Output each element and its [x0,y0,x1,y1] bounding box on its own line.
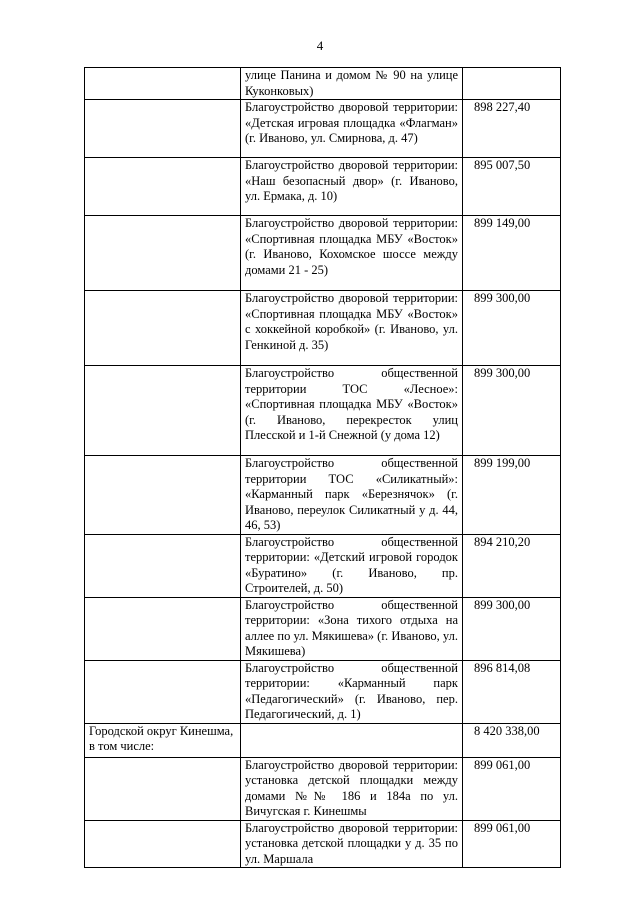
municipality-cell: Городской округ Кинешма, в том числе: [85,723,241,757]
municipality-cell [85,100,241,158]
table-row [85,216,561,291]
amount-cell: 899 199,00 [463,456,561,535]
amount-cell: 899 300,00 [463,597,561,660]
description-cell: Благоустройство общественной территории: «Детский игровой городок «Буратино» (г. Иваново, пр. Строителей, д. 50) [241,534,463,597]
table-row [85,291,561,366]
municipality-cell [85,68,241,100]
municipality-cell [85,820,241,868]
amount-cell: 898 227,40 [463,100,561,158]
municipality-cell [85,366,241,456]
description-cell: улице Панина и домом № 90 на улице Куконковых) [241,68,463,100]
table-row [85,723,561,757]
amount-cell: 899 061,00 [463,757,561,820]
description-cell: Благоустройство общественной территории: «Карманный парк «Педагогический» (г. Иваново, пер. Педагогический, д. 1) [241,660,463,723]
municipality-cell [85,456,241,535]
amount-cell: 896 814,08 [463,660,561,723]
description-cell: Благоустройство дворовой территории: «Наш безопасный двор» (г. Иваново, ул. Ермака, д. 10) [241,158,463,216]
table-row [85,820,561,868]
description-cell: Благоустройство общественной территории ТОС «Силикатный»: «Карманный парк «Березнячок» (г. Иваново, переулок Силикатный у д. 44, 46, 53) [241,456,463,535]
description-cell: Благоустройство дворовой территории: установка детской площадки у д. 35 по ул. Маршала [241,820,463,868]
description-cell: Благоустройство дворовой территории: «Спортивная площадка МБУ «Восток» с хоккейной коробкой» (г. Иваново, ул. Генкиной д. 35) [241,291,463,366]
table-row [85,158,561,216]
municipality-cell [85,534,241,597]
municipality-cell [85,660,241,723]
description-cell: Благоустройство дворовой территории: «Детская игровая площадка «Флагман» (г. Иваново, ул. Смирнова, д. 47) [241,100,463,158]
description-cell: Благоустройство дворовой территории: «Спортивная площадка МБУ «Восток» (г. Иваново, Кохомское шоссе между домами 21 - 25) [241,216,463,291]
description-cell [241,723,463,757]
municipality-cell [85,597,241,660]
amount-cell: 899 300,00 [463,291,561,366]
table-row [85,534,561,597]
table-row [85,68,561,100]
municipality-cell [85,216,241,291]
amount-cell: 899 061,00 [463,820,561,868]
amount-cell: 899 300,00 [463,366,561,456]
amount-cell: 8 420 338,00 [463,723,561,757]
description-cell: Благоустройство общественной территории: «Зона тихого отдыха на аллее по ул. Мякишева» (г. Иваново, ул. Мякишева) [241,597,463,660]
table-row [85,757,561,820]
budget-table [84,67,561,868]
table-row [85,456,561,535]
municipality-cell [85,757,241,820]
table-row [85,100,561,158]
table-row [85,660,561,723]
description-cell: Благоустройство дворовой территории: установка детской площадки между домами №№ 186 и 184а по ул. Вичугская г. Кинешмы [241,757,463,820]
municipality-cell [85,158,241,216]
municipality-cell [85,291,241,366]
description-cell: Благоустройство общественной территории ТОС «Лесное»: «Спортивная площадка МБУ «Восток» (г. Иваново, перекресток улиц Плесской и 1-й Снежной (у дома 12) [241,366,463,456]
amount-cell [463,68,561,100]
amount-cell: 894 210,20 [463,534,561,597]
amount-cell: 895 007,50 [463,158,561,216]
table-row [85,366,561,456]
table-row [85,597,561,660]
page-number: 4 [316,38,324,53]
amount-cell: 899 149,00 [463,216,561,291]
